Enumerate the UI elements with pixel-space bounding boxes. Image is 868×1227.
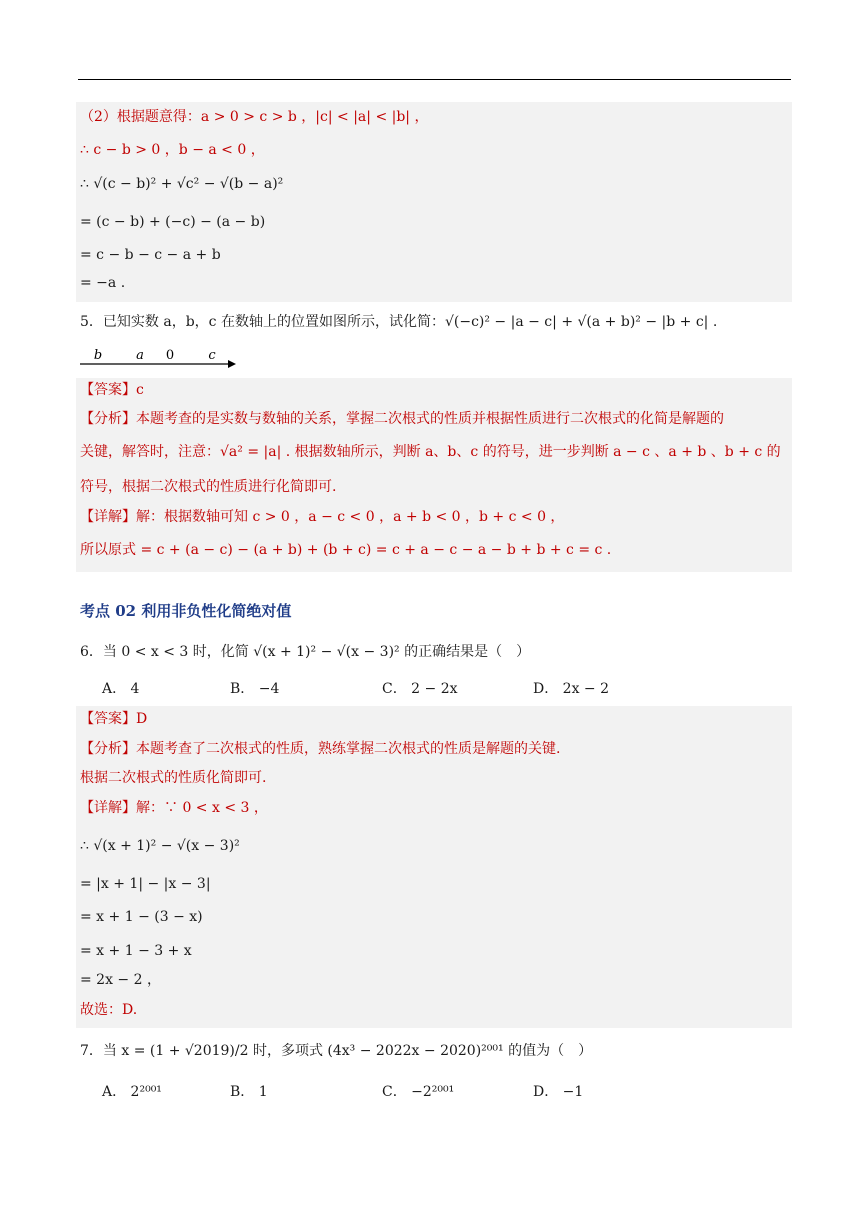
- q6-option-c: C． 2 − 2x: [382, 681, 458, 697]
- part2-line-3: ∴ √(c − b)² + √c² − √(b − a)²: [80, 176, 284, 192]
- part2-line-4: = (c − b) + (−c) − (a − b): [80, 214, 266, 230]
- q6-detail-1: 【详解】解：∵ 0 < x < 3 ，: [80, 800, 268, 816]
- q6-analysis-1: 【分析】本题考查了二次根式的性质，熟练掌握二次根式的性质是解题的关键.: [80, 741, 561, 757]
- section-heading: 考点 02 利用非负性化简绝对值: [80, 602, 292, 620]
- q6-step-3: = x + 1 − (3 − x): [80, 909, 203, 925]
- question-7-stem: 7．当 x = (1 + √2019)/2 时，多项式 (4x³ − 2022x − 2020)²⁰⁰¹ 的值为（ ）: [80, 1043, 593, 1059]
- axis-label-zero: 0: [165, 348, 175, 363]
- q6-option-d: D． 2x − 2: [533, 681, 610, 697]
- q5-detail-2: 所以原式 = c + (a − c) − (a + b) + (b + c) = c + a − c − a − b + b + c = c .: [80, 542, 612, 558]
- number-line-arrow: [228, 360, 236, 368]
- q7-option-c: C． −2²⁰⁰¹: [382, 1084, 455, 1100]
- part2-line-6: = −a .: [80, 275, 126, 291]
- q7-option-d: D． −1: [533, 1084, 584, 1100]
- part2-line-2: ∴ c − b > 0 ，b − a < 0 ，: [80, 142, 265, 158]
- q6-choice: 故选：D.: [80, 1002, 138, 1018]
- q6-option-a: A． 4: [102, 681, 140, 697]
- q6-step-5: = 2x − 2 ，: [80, 972, 161, 988]
- part2-line-1: （2）根据题意得：a > 0 > c > b ，|c| < |a| < |b| ，: [80, 109, 429, 125]
- q6-step-2: = |x + 1| − |x − 3|: [80, 876, 211, 892]
- q5-analysis-1: 【分析】本题考查的是实数与数轴的关系，掌握二次根式的性质并根据性质进行二次根式的化简是解题的: [80, 411, 724, 427]
- axis-label-b: b: [93, 348, 103, 363]
- q6-option-b: B． −4: [230, 681, 280, 697]
- q7-option-a: A． 2²⁰⁰¹: [102, 1084, 162, 1100]
- q5-answer: 【答案】c: [80, 382, 144, 398]
- axis-label-a: a: [136, 348, 144, 363]
- axis-label-c: c: [208, 348, 216, 363]
- q7-option-b: B． 1: [230, 1084, 268, 1100]
- q6-step-1: ∴ √(x + 1)² − √(x − 3)²: [80, 838, 240, 854]
- q5-detail-1: 【详解】解：根据数轴可知 c > 0 ，a − c < 0 ，a + b < 0 ，b + c < 0 ，: [80, 509, 565, 525]
- part2-line-5: = c − b − c − a + b: [80, 247, 221, 263]
- question-5-stem: 5．已知实数 a，b，c 在数轴上的位置如图所示，试化简：√(−c)² − |a − c| + √(a + b)² − |b + c| .: [80, 314, 718, 330]
- question-6-stem: 6．当 0 < x < 3 时，化简 √(x + 1)² − √(x − 3)² 的正确结果是（ ）: [80, 644, 531, 660]
- solution-block-part2: [76, 102, 792, 302]
- q5-analysis-2: 关键，解答时，注意：√a² = |a| . 根据数轴所示，判断 a、b、c 的符号，进一步判断 a − c 、a + b 、b + c 的: [80, 444, 781, 460]
- q6-answer: 【答案】D: [80, 711, 148, 727]
- header-rule: [78, 79, 791, 80]
- q6-step-4: = x + 1 − 3 + x: [80, 943, 192, 959]
- q5-analysis-3: 符号，根据二次根式的性质进行化简即可.: [80, 479, 337, 495]
- q6-analysis-2: 根据二次根式的性质化简即可.: [80, 770, 267, 786]
- number-line-figure: [78, 347, 238, 375]
